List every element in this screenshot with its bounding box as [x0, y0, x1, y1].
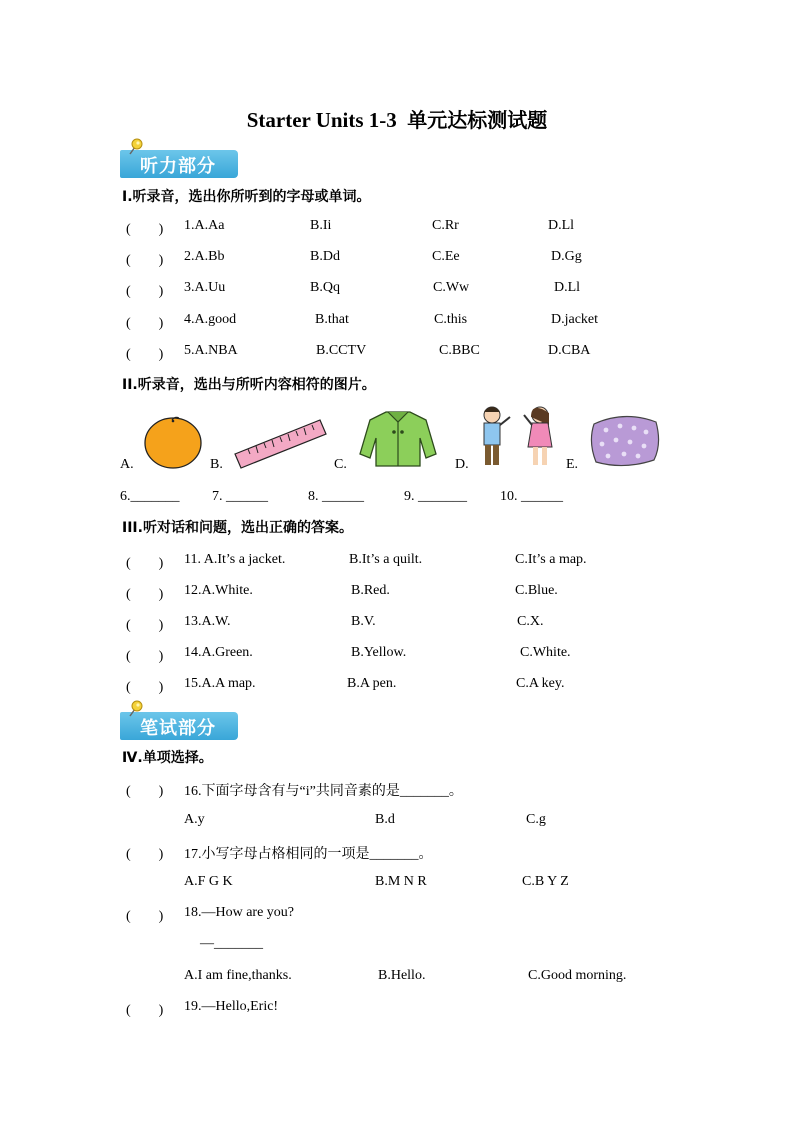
page-title: [0, 104, 794, 133]
orange-icon: [142, 414, 204, 470]
q17-stem: 17.小写字母占格相同的一项是_______。: [184, 847, 433, 862]
answer-paren-12[interactable]: ( ): [126, 587, 164, 602]
q14-option-c: C.White.: [520, 645, 571, 660]
q15-option-a: 15.A.A map.: [184, 676, 256, 691]
pic-label-e: E.: [566, 457, 579, 472]
q2-option-c: C.Ee: [432, 249, 460, 264]
answer-paren-15[interactable]: ( ): [126, 680, 164, 695]
q3-option-b: B.Qq: [310, 280, 340, 295]
q3-option-a: 3.A.Uu: [184, 280, 226, 295]
q13-option-a: 13.A.W.: [184, 614, 231, 629]
q11-option-a: 11. A.It’s a jacket.: [184, 552, 286, 567]
q3-option-d: D.Ll: [554, 280, 581, 295]
q15-option-b: B.A pen.: [347, 676, 397, 691]
pic-label-d: D.: [455, 457, 469, 472]
q11-option-b: B.It’s a quilt.: [349, 552, 423, 567]
q1-option-d: D.Ll: [548, 218, 575, 233]
q2-option-d: D.Gg: [551, 249, 582, 264]
q5-option-c: C.BBC: [439, 343, 480, 358]
q13-option-c: C.X.: [517, 614, 544, 629]
blank-10[interactable]: 10. ______: [500, 489, 563, 504]
kids-icon: [472, 403, 560, 471]
q1-option-a: 1.A.Aa: [184, 218, 225, 233]
q16-option-a: A.y: [184, 812, 205, 827]
pic-label-c: C.: [334, 457, 347, 472]
title-en: Starter Units 1-3: [246, 108, 397, 132]
answer-paren-16[interactable]: ( ): [126, 784, 164, 799]
written-banner-label: 笔试部分: [140, 718, 216, 739]
section-2-heading: II.听录音，选出与所听内容相符的图片。: [122, 377, 376, 393]
answer-paren-2[interactable]: ( ): [126, 253, 164, 268]
q13-option-b: B.V.: [351, 614, 376, 629]
blank-7[interactable]: 7. ______: [212, 489, 268, 504]
q18-option-b: B.Hello.: [378, 968, 426, 983]
blank-8[interactable]: 8. ______: [308, 489, 364, 504]
answer-paren-14[interactable]: ( ): [126, 649, 164, 664]
q17-option-c: C.B Y Z: [522, 874, 569, 889]
q18-reply: —_______: [200, 936, 263, 951]
q5-option-d: D.CBA: [548, 343, 591, 358]
q18-option-c: C.Good morning.: [528, 968, 627, 983]
section-4-heading: Ⅳ.单项选择。: [122, 750, 213, 766]
q5-option-b: B.CCTV: [316, 343, 367, 358]
answer-paren-18[interactable]: ( ): [126, 909, 164, 924]
q4-option-d: D.jacket: [551, 312, 599, 327]
q3-option-c: C.Ww: [433, 280, 470, 295]
q4-option-c: C.this: [434, 312, 468, 327]
answer-paren-17[interactable]: ( ): [126, 847, 164, 862]
jacket-icon: [356, 408, 440, 470]
q14-option-b: B.Yellow.: [351, 645, 407, 660]
q12-option-c: C.Blue.: [515, 583, 558, 598]
q2-option-b: B.Dd: [310, 249, 340, 264]
q4-option-b: B.that: [315, 312, 349, 327]
ruler-icon: [232, 418, 328, 470]
section-1-heading: Ⅰ.听录音，选出你所听到的字母或单词。: [122, 189, 371, 205]
q1-option-b: B.Ii: [310, 218, 332, 233]
title-cn: 单元达标测试题: [407, 108, 548, 132]
listening-banner-label: 听力部分: [140, 156, 216, 177]
q11-option-c: C.It’s a map.: [515, 552, 587, 567]
answer-paren-1[interactable]: ( ): [126, 222, 164, 237]
q16-stem: 16.下面字母含有与“i”共同音素的是_______。: [184, 784, 463, 799]
q15-option-c: C.A key.: [516, 676, 565, 691]
q18-stem: 18.—How are you?: [184, 905, 295, 920]
answer-paren-11[interactable]: ( ): [126, 556, 164, 571]
q16-option-c: C.g: [526, 812, 546, 827]
q14-option-a: 14.A.Green.: [184, 645, 253, 660]
answer-paren-3[interactable]: ( ): [126, 284, 164, 299]
q18-option-a: A.I am fine,thanks.: [184, 968, 292, 983]
quilt-icon: [588, 410, 662, 470]
q4-option-a: 4.A.good: [184, 312, 237, 327]
q17-option-b: B.M N R: [375, 874, 427, 889]
q2-option-a: 2.A.Bb: [184, 249, 225, 264]
q16-option-b: B.d: [375, 812, 395, 827]
pushpin-icon: [124, 136, 146, 158]
pic-label-b: B.: [210, 457, 223, 472]
q17-option-a: A.F G K: [184, 874, 233, 889]
q5-option-a: 5.A.NBA: [184, 343, 238, 358]
section-3-heading: III.听对话和问题，选出正确的答案。: [122, 520, 353, 536]
blank-6[interactable]: 6._______: [120, 489, 180, 504]
q12-option-a: 12.A.White.: [184, 583, 253, 598]
answer-paren-19[interactable]: ( ): [126, 1003, 164, 1018]
answer-paren-4[interactable]: ( ): [126, 316, 164, 331]
q1-option-c: C.Rr: [432, 218, 459, 233]
pushpin-icon: [124, 698, 146, 720]
blank-9[interactable]: 9. _______: [404, 489, 467, 504]
answer-paren-13[interactable]: ( ): [126, 618, 164, 633]
answer-paren-5[interactable]: ( ): [126, 347, 164, 362]
pic-label-a: A.: [120, 457, 134, 472]
q19-stem: 19.—Hello,Eric!: [184, 999, 279, 1014]
q12-option-b: B.Red.: [351, 583, 390, 598]
